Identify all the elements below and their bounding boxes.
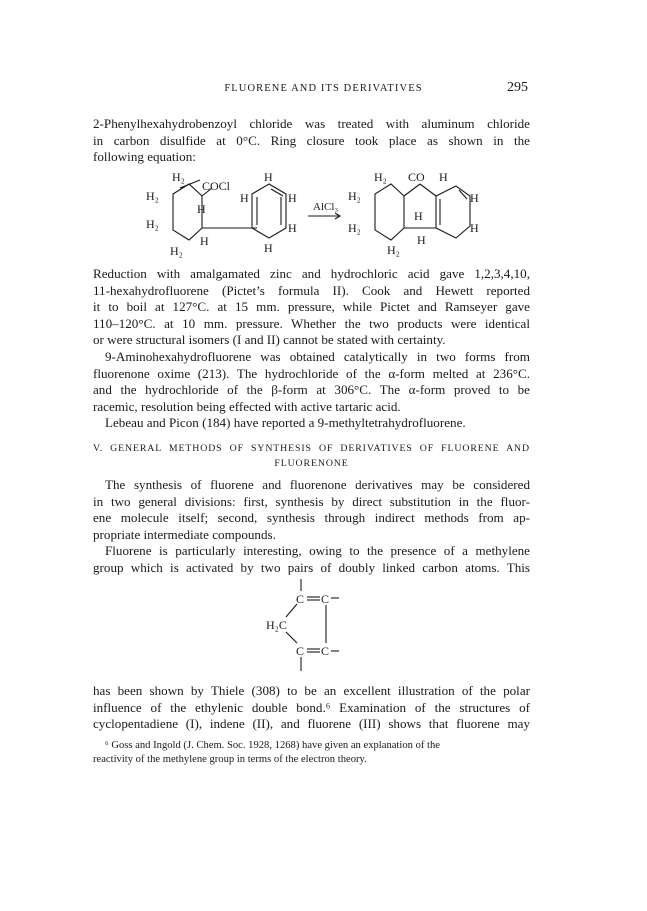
label: H₂ — [146, 217, 159, 231]
label: H₂ — [146, 189, 159, 203]
label: H — [470, 221, 479, 235]
text-line: or were structural isomers (I and II) cannot be stated with certainty. — [93, 332, 446, 348]
atom-label: C — [321, 644, 330, 658]
footnote-line: ⁶ Goss and Ingold (J. Chem. Soc. 1928, 1268) have given an explanation of the — [105, 740, 440, 751]
section-heading-line: V. GENERAL METHODS OF SYNTHESIS OF DERIVATIVES OF FLUORENE AND — [93, 443, 530, 454]
label: H — [414, 209, 423, 223]
label: H — [200, 234, 209, 248]
text-line: racemic, resolution being effected with active tartaric acid. — [93, 398, 401, 414]
text-line: influence of the ethylenic double bond.⁶ Examination of the structures of — [93, 699, 530, 715]
label: H₂ — [172, 170, 185, 184]
paragraph-methylene — [93, 543, 530, 576]
paragraph-thiele — [93, 683, 530, 733]
label: H — [288, 191, 297, 205]
text-line: propriate intermediate compounds. — [93, 526, 276, 542]
paragraph-intro — [93, 116, 530, 166]
paragraph-synthesis — [93, 477, 530, 543]
footnote — [93, 739, 530, 766]
label: H — [288, 221, 297, 235]
reagent-label: AlCl₃ — [313, 201, 339, 213]
label: H₂ — [348, 221, 361, 235]
label: H — [417, 233, 426, 247]
running-title: FLUORENE AND ITS DERIVATIVES — [224, 83, 423, 94]
atom-label: C — [296, 644, 305, 658]
atom-label: H₂C — [266, 618, 287, 632]
label: COCl — [202, 179, 231, 193]
text-line: it to boil at 127°C. at 15 mm. pressure, while Pictet and Ramseyer gave — [93, 299, 530, 315]
footnote-line: reactivity of the methylene group in terms of the electron theory. — [93, 753, 367, 765]
text-line: fluorenone oxime (213). The hydrochloride of the α-form melted at 236°C. — [93, 365, 530, 381]
text-line: has been shown by Thiele (308) to be an excellent illustration of the polar — [93, 683, 530, 698]
text-line: following equation: — [93, 149, 196, 165]
label: H₂ — [170, 244, 183, 258]
section-heading — [93, 441, 530, 471]
atom-label: C — [296, 592, 305, 606]
label: H₂ — [374, 170, 387, 184]
text-line: and the hydrochloride of the β-form at 306°C. The α-form proved to be — [93, 382, 530, 398]
text-line: in carbon disulfide at 0°C. Ring closure took place as shown in the — [93, 132, 530, 148]
section-heading-line: FLUORENONE — [274, 458, 349, 469]
text-line: 110–120°C. at 10 mm. pressure. Whether the two products were identical — [93, 315, 530, 331]
text-line: 2-Phenylhexahydrobenzoyl chloride was treated with aluminum chloride — [93, 116, 530, 131]
text-line: Fluorene is particularly interesting, owing to the presence of a methylene — [105, 543, 530, 558]
label: H — [197, 202, 206, 216]
paragraph-methyl — [93, 415, 530, 432]
text-line: in two general divisions: first, synthesis by direct substitution in the fluor- — [93, 493, 530, 509]
text-line: 11-hexahydrofluorene (Pictet’s formula II). Cook and Hewett reported — [93, 282, 530, 298]
paragraph-reduction — [93, 266, 530, 349]
label: CO — [408, 170, 425, 184]
product-cyclohexane-ring — [375, 184, 404, 240]
paragraph-amino — [93, 349, 530, 415]
text-line: ene molecule itself; second, synthesis through indirect methods from ap- — [93, 510, 530, 526]
text-line: cyclopentadiene (I), indene (II), and fluorene (III) shows that fluorene may — [93, 716, 530, 732]
text-line: 9-Aminohexahydrofluorene was obtained catalytically in two forms from — [105, 349, 530, 364]
text-line: Reduction with amalgamated zinc and hydrochloric acid gave 1,2,3,4,10, — [93, 266, 530, 281]
text-line: The synthesis of fluorene and fluorenone derivatives may be considered — [105, 477, 530, 492]
text-line: group which is activated by two pairs of doubly linked carbon atoms. This — [93, 559, 530, 575]
label: H₂ — [348, 189, 361, 203]
atom-label: C — [321, 592, 330, 606]
methylene-structure-diagram — [262, 577, 372, 677]
label: H — [439, 170, 448, 184]
label: H — [264, 241, 273, 255]
label: H₂ — [387, 243, 400, 257]
label: H — [470, 191, 479, 205]
page-number: 295 — [507, 80, 528, 95]
product-benzene-ring — [436, 186, 470, 238]
text-line: Lebeau and Picon (184) have reported a 9-methyltetrahydrofluorene. — [105, 415, 466, 430]
label: H — [240, 191, 249, 205]
label: H — [264, 170, 273, 184]
ring-closure-reaction-diagram — [140, 170, 510, 262]
